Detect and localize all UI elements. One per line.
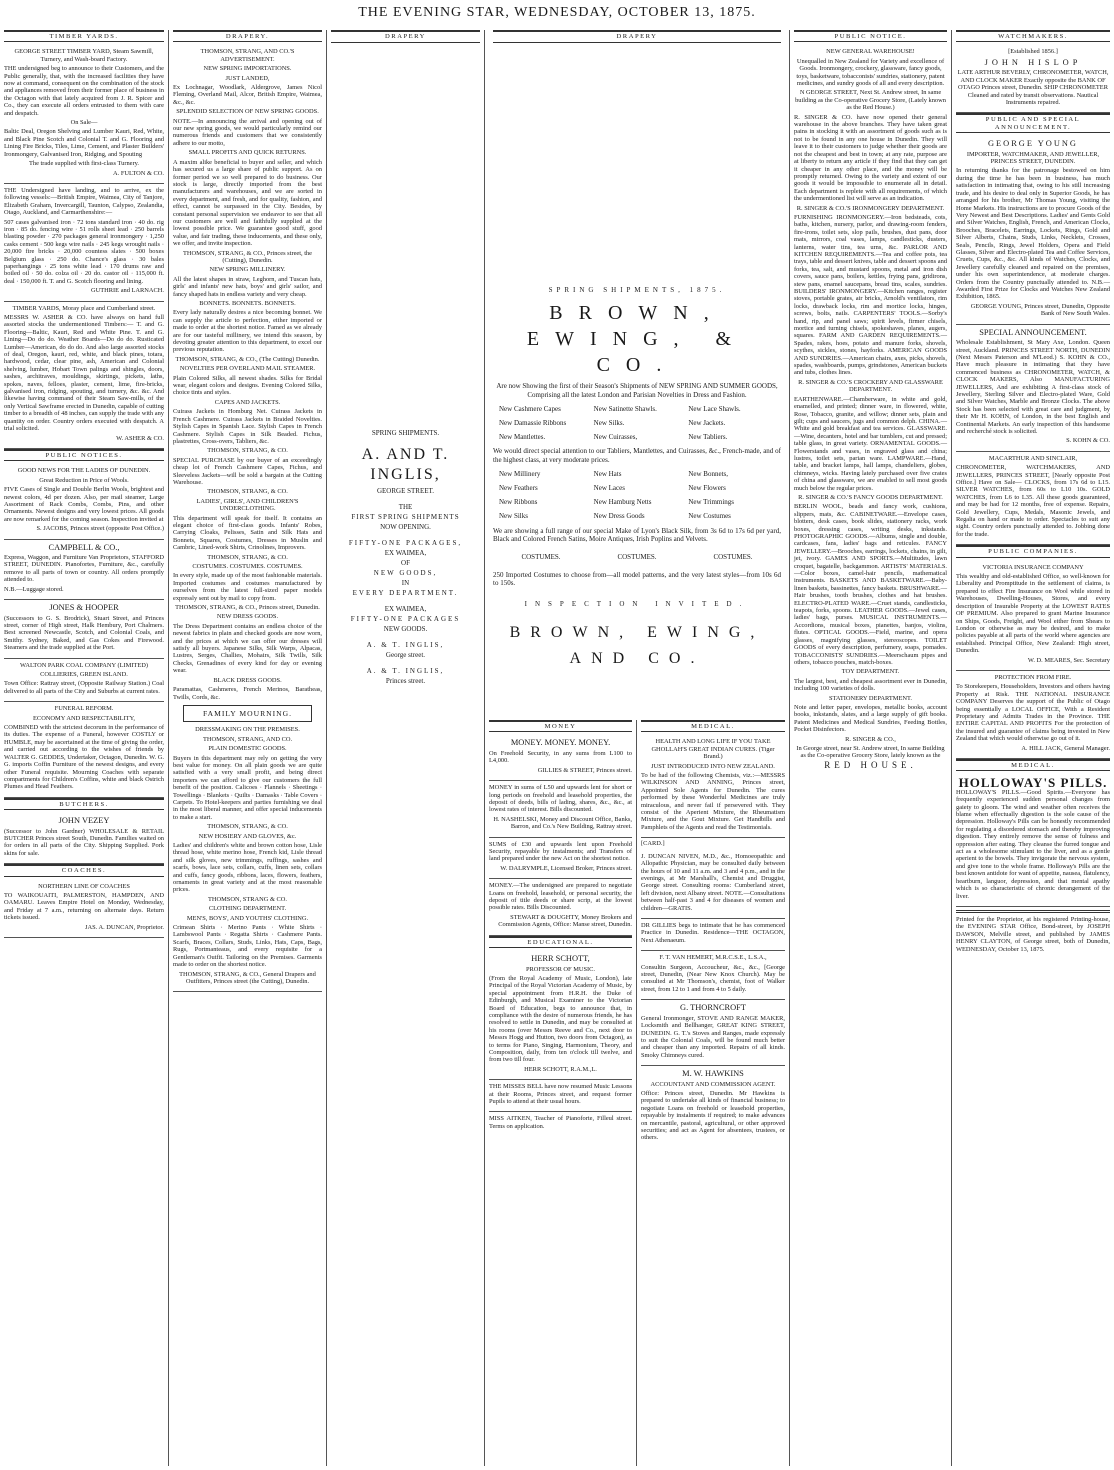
novelty-item: New Tabliers. <box>688 433 728 442</box>
advert-brand: BROWN, EWING, AND CO. <box>509 623 765 667</box>
section-body: Cuirass Jackets in Homburg Net. Cuirass Jackets in French Cashmere. Cuirass Jackets in Braided Novelties. Stylish Capes in Spanish Lace. Stylish Capes in French Cashmere. Stylish Capes in Silk Beaded. Fichus, plastrettes, Cross-overs, Tabliers, &c. <box>173 408 322 445</box>
section-body: This department will speak for itself. It contains an elegant choice of first-class goods. Infants' Robes, Carrying Cloaks, Pelisses, Satin and Silk Hats and Bonnets, Squares, Costumes, Dresses in Muslin and Cambric, Lined-work Shirts, Crinolines, Improvers. <box>173 514 322 552</box>
section-title: DRESSMAKING ON THE PREMISES. <box>195 726 300 734</box>
column-watchmakers <box>951 30 1114 1466</box>
column-heading: WATCHMAKERS. <box>956 30 1110 42</box>
advert-title: MONEY. MONEY. MONEY. <box>510 738 611 748</box>
costumes-label: COSTUMES. <box>521 553 561 562</box>
advert-gillies-street <box>489 735 632 781</box>
advert-signature: GILLIES & STREET, Princes street. <box>537 766 632 774</box>
advert-body: MESSRS W. ASHER & CO. have always on hand full assorted stocks the undermentioned Timbers:— T. and G. Flooring—Baltic, Kauri, Red and White Pine. T. and G. Lining—Do do do. Weather Boards—Do do do. Rusticated Lumber—American, do do do. And also large assorted stocks of deal, Oregon, kauri, red, white, and black pines, totara, hardwood, cedar, clear pine, ash, American and Colonial shelving, lumber, Hobart Town palings and shingles, doors, sashes, architraves, mouldings, skirtings, pickets, laths, spokes, naves, felloes, plaster, cement, lime, fire-bricks, galvanised iron, ridging, spouting, and turnery, &c. &c. And likewise having command of their Steam Saw-mills, of the only Vertical Sawframe erected in Dunedin, capable of cutting timber to a breadth of 48 inches, can supply the trade with any quantity on order. Country orders executed with despatch. A trial solicited. <box>4 314 164 433</box>
advert-campbell <box>4 540 164 601</box>
section-body: Every lady naturally desires a nice becoming bonnet. We can supply the article to perfection, either imported or made to order at the shortest notice. Famed as we already are for our tasteful millinery, we intend this season, by devoting greater attention to this department, to excel our previous reputation. <box>173 309 322 354</box>
advert-text: EX WAIMEA, <box>384 605 427 613</box>
section-title: STATIONERY DEPARTMENT. <box>828 694 912 702</box>
novelty-item: New Damassie Ribbons <box>499 419 567 428</box>
advert-title: G. THORNCROFT <box>680 1003 746 1013</box>
advert-body: Consultin Surgeon, Accoucheur, &c., &c., [George street, Dunedin, (Near New Knox Church). May be consulted at Mr Thomson's, chemist, foot of Walker street, from 12 to 1 and from 4 to 5 daily. <box>641 963 785 993</box>
advert-brown-ewing <box>484 30 789 720</box>
advert-jones-hooper <box>4 600 164 659</box>
advert-text: OF <box>401 559 410 567</box>
advert-northern-coaches <box>4 880 164 938</box>
millinery-grid <box>499 470 775 521</box>
advert-walton-park-coal <box>4 659 164 703</box>
advert-text: NOW OPENING. <box>380 523 431 531</box>
section-title: COSTUMES. COSTUMES. COSTUMES. <box>192 563 303 570</box>
advert-address: In George street, near St. Andrew street, In same Building as the Co-operative Grocery Store, lately known as the <box>796 744 945 760</box>
advert-guthrie-larnach <box>4 184 164 302</box>
novelty-item: New Cuirasses, <box>593 433 638 442</box>
advert-subtitle: COLLIERIES, GREEN ISLAND. <box>40 671 128 679</box>
advert-misses-bell <box>489 1080 632 1112</box>
section-title: JUST LANDED, <box>225 74 270 82</box>
advert-title: HEALTH AND LONG LIFE IF YOU TAKE GHOLLAH'S GREAT INDIAN CURES. (Tiger Brand.) <box>651 738 775 761</box>
advert-body: SUMS of £30 and upwards lent upon Freehold Security, repayable by instalments; and Transfers of land prepared under the new Act on the shortest notice. <box>489 840 632 863</box>
advert-intro: Are now Showing the first of their Season's Shipments of NEW SPRING AND SUMMER GOODS, Comprising all the latest London and Parisian Novelties in Dress and Fashion. <box>496 382 778 399</box>
advert-asher-timber <box>4 302 164 449</box>
advert-stewart-doughty <box>489 879 632 935</box>
section-body: Plain Colored Silks, all newest shades. Silks for Bridal wear, elegant colors and designs. Evening Colored Silks, choice tints and styles. <box>173 374 322 397</box>
advert-address: N GEORGE STREET, Next St. Andrew street, In same building as the Co-operative Grocery Store, (Lately known as the Red House.) <box>795 89 946 112</box>
novelty-item: New Cashmere Capes <box>499 404 561 413</box>
advert-items: Baltic Deal, Oregon Shelving and Lumber Kauri, Red, White, and Black Pine Scotch and Colonial T. and G. Flooring and Lining Fire Bricks, Tiles, Lime, Cement, and Plaster Builders' Ironmongery, Galvanised Iron, Ridging, and Spouting <box>4 128 164 158</box>
advert-subtitle: ACCOUNTANT AND COMMISSION AGENT. <box>650 1080 776 1088</box>
advert-body: On Freehold Security, in any sums from L100 to L4,000. <box>489 749 632 765</box>
millinery-item: New Dress Goods <box>593 512 645 521</box>
advert-body: This wealthy and old-established Office, so well-known for Liberality and Promptitude in the settlement of claims, is prepared to effect Fire Insurance on Wool while stored in Warehouses, Dwelling-Houses, Stores, and every description of Insurable Property at the LOWEST RATES OF PREMIUM. Also prepared to grant Marine Insurance on Ships, Goods, Freight, and Wool either from Shears to London or otherwise as may be desired, and to make policies payable at all parts of the world where agencies are established. Principal Office, New Zealand: High street, Dunedin. <box>956 573 1110 655</box>
advert-signature: H. NASHELSKI, Money and Discount Office, Banks, Barron, and Co.'s New Building, Rattray street. <box>493 815 632 831</box>
novelty-item: New Satinette Shawls. <box>593 404 657 413</box>
advert-text: IN <box>401 579 410 587</box>
section-signature: THOMSON, STRANG, & CO., Princes street, Dunedin. <box>175 604 320 612</box>
advert-title: JOHN VEZEY <box>58 816 110 826</box>
advert-body: Wholesale Establishment, St Mary Axe, London. Queen street, Auckland. PRINCES STREET NORTH, DUNEDIN (Next Messrs Paterson and M'Leod.) S. KOHN & CO., Have much pleasure in intimating that they have commenced business as CHRONOMETER, WATCH, & CLOCK MAKERS, Also MANUFACTURING JEWELLERS, And are exhibiting A first-class stock of Jewellery, Sterling Silver and Electro-plated Ware, Gold and Silver Watches, Marble and Bronze Clocks. The above Stock has been selected with great care and judgment, by their Mr H. KOHN, of London, in the best English and Continental Markets. An early inspection of this handsome and recherché stock is solicited. <box>956 339 1110 435</box>
masthead: THE EVENING STAR, WEDNESDAY, OCTOBER 13, 1875. <box>358 5 756 20</box>
millinery-item: New Laces <box>593 484 625 493</box>
section-signature: THOMSON, STRANG, & CO. <box>207 447 288 455</box>
section-body: The largest, best, and cheapest assortment ever in Dunedin, including 100 varieties of dolls. <box>794 677 947 693</box>
advert-body: (Successors to G. S. Brodrick), Stuart Street, and Princes street, corner of High street, Halk Hembury, Port Chalmers. Best screened Newcastle, Scotch, and Colonial Coals, and Smithy. Sydney, Baked, and Gas Cokes and Firewood. Steamers and the trade supplied at the Port. <box>4 614 164 652</box>
millinery-item: New Ribbons <box>499 498 538 507</box>
section-signature: THOMSON, STRANG, & CO., General Drapers and Outfitters, Princes street (the Cutting), Dunedin. <box>179 970 316 985</box>
advert-body: LATE ARTHUR BEVERLY, CHRONOMETER, WATCH, AND CLOCK MAKER Exactly opposite the BANK OF OTAGO Princes street, Dunedin. SHIP CHRONOMETER Cleaned and rated by transit observations. Nautical Instruments repaired. <box>957 69 1109 106</box>
advert-signature: GEORGE YOUNG, Princes street, Dunedin, Opposite Bank of New South Wales. <box>970 302 1110 318</box>
section-body: NOTE.—In announcing the arrival and opening out of our new spring goods, we would particularly remind our numerous friends and customers that we consistently adhere to our motto, <box>173 117 322 147</box>
advert-text: We are showing a full range of our special Make of Lyon's Black Silk, from 3s 6d to 17s 6d per yard, Black and Colored French Satins, Moire Antiques, Irish Poplins and Velvets. <box>493 526 781 543</box>
costumes-label: COSTUMES. <box>713 553 753 562</box>
advert-body: J. DUNCAN NIVEN, M.D., &c., Homoeopathic and Allopathic Physician, may be consulted daily between the hours of 10 and 11 a.m. and 3 and 4 p.m., and in the evenings, at Mr Marshall's, Chemist and Druggist, George street. Consulting rooms: Cumberland street, left division, next Albany street. NOTE.—Consultations between half-past 3 and 4 for diseases of women and children—GRATIS. <box>641 852 785 912</box>
advert-text: EX WAIMEA, <box>384 549 427 557</box>
column-drapery-inglis <box>326 30 484 1466</box>
novelty-item: New Lace Shawls. <box>688 404 741 413</box>
advert-victoria-insurance <box>956 561 1110 671</box>
advert-thomson-strang <box>173 45 322 992</box>
advert-body: Town Office: Rattray street, (Opposite Railway Station.) Coal delivered to all parts of the City and Suburbs at current rates. <box>4 680 164 695</box>
advert-body: DR GILLIES begs to intimate that he has commenced Practice in Dunedin. Residence—THE OCTAGON, Next Athenaeum. <box>641 921 785 944</box>
advert-body: COMBINED with the strictest decorum in the performance of its duties. The expense of a Funeral, however COSTLY or HUMBLE, may be ascertained at the time of giving the order, and carried out according to the wishes of friends by WALTER G. GEDDES, Undertaker, Octagon, Dunedin. W. G. G. imports Coffin Furniture of the newest designs, and every other Funeral requisite. Mourning Coaches with separate compartments for Children's Coffins, white and black Ostrich Plumes and Head Feathers. <box>4 724 164 791</box>
advert-body: Office: Princes street, Dunedin. Mr Hawkins is prepared to undertake all kinds of financial business; to negotiate Loans on freehold or leasehold properties, repayable by instalments if required; to make advances on mercantile, pastoral, agricultural, or other approved securities; and act as Agent for absentees, trustees, or others. <box>641 1090 785 1142</box>
section-title: LADIES', GIRLS', AND CHILDREN'S UNDERCLOTHING. <box>196 497 299 513</box>
millinery-item: New Bonnets, <box>688 469 728 478</box>
novelty-item: New Silks. <box>593 419 625 428</box>
section-title: BLACK DRESS GOODS. <box>213 676 282 684</box>
advert-text: FIRST SPRING SHIPMENTS <box>351 513 460 521</box>
section-title: PLAIN DOMESTIC GOODS. <box>208 745 287 753</box>
advert-signature: W. D. MEARES, Sec. Secretary <box>1027 656 1110 664</box>
advert-title: SPRING SHIPMENTS. <box>371 429 440 437</box>
section-body: SPECIAL PURCHASE by our buyer of an exceedingly cheap lot of French Cashmere Capes, Fichus, and Sleeveless Jackets—will be sold a bargain at the Cutting Warehouse. <box>173 456 322 486</box>
advert-macarthur-sinclair <box>956 452 1110 545</box>
millinery-item: New Feathers <box>499 484 538 493</box>
column-heading: DRAPERY <box>493 30 781 43</box>
advert-signature: A. HILL JACK, General Manager. <box>1021 744 1110 752</box>
advert-singer-warehouse <box>794 45 947 775</box>
column-heading: MONEY <box>489 720 632 732</box>
advert-title: JOHN HISLOP <box>984 57 1082 67</box>
section-signature: THOMSON, STRANG, & CO., (The Cutting) Dunedin. <box>175 355 320 363</box>
advert-text: The trade supplied with first-class Turnery. <box>29 160 139 168</box>
advert-title: JONES & HOOPER <box>49 603 119 613</box>
divider <box>956 910 1110 913</box>
advert-title: HOLLOWAY'S PILLS. <box>958 775 1108 791</box>
advert-title: THOMSON, STRANG, AND CO.'S ADVERTISEMENT. <box>200 48 295 63</box>
advert-text: NEW GOODS, <box>373 569 438 577</box>
advert-body: CHRONOMETER, WATCHMAKERS, AND JEWELLERS, PRINCES STREET, [Nearly opposite Post Office.] Have on Sale— CLOCKS, from 17s 6d to L15. SILVER WATCHES, from 60s to L10 10s. GOLD WATCHES, from L6 to L35. All these goods guaranteed, and may be had for 12 months, free of expense. Repairs, Gold Jewellery, Cups, Medals, Masonic Jewels, and Regalia on hand or made to order. Spectacles to suit any sight. Country orders punctually attended to. Jobbing done for the trade. <box>956 464 1110 538</box>
advert-title: GEORGE STREET TIMBER YARD, Steam Sawmill, Turnery, and Wash-board Factory. <box>14 48 154 63</box>
advert-signature: STEWART & DOUGHTY, Money Brokers and Commission Agents, Office: Manse street, Dunedin. <box>498 913 632 929</box>
section-signature: THOMSON, STRANG & CO. <box>207 895 287 903</box>
advert-title: GOOD NEWS FOR THE LADIES OF DUNEDIN. <box>17 467 151 475</box>
advert-body: To Storekeepers, Householders, Investors and others having Property at Risk. THE NATIONAL INSURANCE COMPANY Deserves the support of the Public of Otago being essentially a LOCAL OFFICE, With a Resident Proprietary and Admits Trades in the Province. THE ENTIRE CAPITAL AND PROFITS For the protection of the insured and guarantee of claims being invested in New Zealand that which would otherwise go out of it. <box>956 683 1110 743</box>
advert-text: FIFTY-ONE PACKAGES <box>350 615 461 623</box>
column-heading: TIMBER YARDS. <box>4 30 164 42</box>
red-house-label: RED HOUSE. <box>824 759 917 770</box>
advert-john-hislop <box>956 45 1110 113</box>
section-title: CLOTHING DEPARTMENT. <box>208 905 287 913</box>
advert-body: FIVE Cases of Single and Double Berlin Wools, brightest and newest colors, 4d per dozen. Also, per mail steamer, Large Assortment of Rack Combs, Combs, Pins, and other Ornaments. Newest designs and very lowest prices. All goods are now remarked for the coming season. Inspection invited at <box>4 486 164 523</box>
advert-title: TIMBER YARDS, Moray place and Cumberland street. <box>12 304 156 312</box>
column-heading: BUTCHERS. <box>4 798 164 810</box>
advert-body: General Ironmonger, STOVE AND RANGE MAKER, Locksmith and Bellhanger, GREAT KING STREET, DUNEDIN. G. T.'s Stoves and Ranges, made expressly to suit the Colonial Coals, will be found much better and cheaper than any imported. Repairs of all kinds. Smoky Chimneys cured. <box>641 1014 785 1059</box>
advert-signature: GUTHRIE and LARNACH. <box>91 287 164 295</box>
column-money <box>484 720 636 1466</box>
advert-text: THE <box>398 503 413 511</box>
section-title: BONNETS. BONNETS. BONNETS. <box>199 300 296 307</box>
section-title: NEW SPRING IMPORTATIONS. <box>203 65 292 73</box>
advert-text: EVERY DEPARTMENT. <box>352 589 459 597</box>
advert-body: (Successor to John Gardner) WHOLESALE & RETAIL BUTCHER Princes street South, Dunedin. Families waited on for orders in all parts of the City. Shipping Supplied. Pork skins for sale. <box>4 827 164 857</box>
advert-signature: A. FULTON & CO. <box>113 169 164 177</box>
advert-title: SPECIAL ANNOUNCEMENT. <box>979 327 1087 337</box>
section-title: SPLENDID SELECTION OF NEW SPRING GOODS. <box>176 108 319 116</box>
advert-title: F. T. VAN HEMERT, M.R.C.S.E., L.S.A., <box>659 954 767 962</box>
section-signature: R. SINGER & CO., <box>845 735 896 743</box>
column-heading: DRAPERY. <box>173 30 322 42</box>
millinery-item: New Costumes <box>688 512 731 521</box>
advert-body: Express, Waggon, and Furniture Van Proprietors, STAFFORD STREET, DUNEDIN. Pianofortes, Furniture, &c., carefully remove to all parts of town or country. All orders promptly attended to. <box>4 554 164 584</box>
advert-herr-schott <box>489 951 632 1080</box>
advert-holloways-pills <box>956 774 1110 907</box>
advert-body: MONEY.—The undersigned are prepared to negotiate Loans on freehold, leasehold, or personal security, the deposit of title deeds or share scrip, at the lowest possible rates. Bills Discounted. <box>489 882 632 912</box>
advert-hawkins <box>641 1066 785 1148</box>
millinery-item: New Hamburg Netts <box>593 498 652 507</box>
advert-text: 250 Imported Costumes to choose from—all model patterns, and the very latest styles—from 10s 6d to 150s. <box>493 571 781 588</box>
advert-john-vezey <box>4 813 164 864</box>
advert-van-hemert <box>641 951 785 1000</box>
column-heading: COACHES. <box>4 864 164 876</box>
advert-duncan-niven <box>641 850 785 919</box>
millinery-item: New Silks <box>499 512 528 521</box>
advert-body: To be had of the following Chemists, viz.:—MESSRS WILKINSON AND ANNING, Princes street, Appointed Sole Agents for Dunedin. The cures performed by these Wonderful Medicines are truly miraculous, and never fail if persevered with. They consist of the Aperient Mixture, the Rheumatism Mixture, and the Gout Mixture. Get Handbills and Pamphlets of the Agents and read the Testimonials. <box>641 772 785 831</box>
advert-inglis <box>331 426 480 691</box>
section-title: CAPES AND JACKETS. <box>214 398 281 406</box>
advert-body: THE MISSES BELL have now resumed Music Lessons at their Rooms, Princes street, and request former Pupils to attend at their usual hours. <box>489 1083 633 1106</box>
advert-title: NORTHERN LINE OF COACHES <box>38 882 130 890</box>
section-signature: THOMSON, STRANG, & CO. <box>207 553 288 561</box>
advert-title: PROTECTION FROM FIRE. <box>994 673 1072 681</box>
advert-body: THE undersigned beg to announce to their Customers, and the Public generally, that, with the increased facilities they have now at command, consequent on the combination of the stock and appliances removed from their former place of business in the Octagon with that lately acquired from J. R. Spicer and Co., they can execute all orders entrusted to them with care and despatch. <box>4 65 164 117</box>
novelties-grid <box>499 405 775 442</box>
section-signature: THOMSON, STRANG, & CO., Princes street, the (Cutting), Dunedin. <box>182 249 313 264</box>
section-title: R. SINGER & CO.'S CROCKERY AND GLASSWARE DEPARTMENT. <box>798 378 943 394</box>
advert-dr-gillies <box>641 919 785 951</box>
novelty-item: New Jackets. <box>688 419 726 428</box>
section-body: Ladies' and children's white and brown cotton hose, Lisle thread hose, white merino hose, French kid, Lisle thread and silk gloves, new trimmings, ruffings, sashes and scarfs, bows, lace sets, collars, cuffs, linen sets, collars and cuffs, fancy goods, ribbons, laces, flowers, feathers, ornaments in great variety and at the most reasonable prices. <box>173 842 322 894</box>
advert-signature: S. JACOBS, Princes street (opposite Post Office.) <box>36 525 164 533</box>
section-title: NOVELTIES PER OVERLAND MAIL STEAMER. <box>179 365 316 373</box>
advert-ghollah <box>641 735 785 838</box>
column-drapery-thomson <box>168 30 326 1466</box>
advert-brand: BROWN, EWING, & CO. <box>526 302 748 377</box>
advert-funeral-reform <box>4 702 164 797</box>
column-heading: PUBLIC AND SPECIAL ANNOUNCEMENT. <box>956 113 1110 133</box>
advert-nashelski <box>489 781 632 837</box>
advert-title: FUNERAL REFORM. <box>54 705 114 713</box>
advert-title: NEW GENERAL WAREHOUSE! <box>826 48 915 56</box>
advert-title: MACARTHUR AND SINCLAIR, <box>988 454 1078 462</box>
advert-text: We would direct special attention to our Tabliers, Mantlettes, and Cuirasses, &c., French-made, and of the highest class, at very moderate prices. <box>493 447 781 464</box>
section-body: BERLIN WOOL, beads and fancy work, cushions, slippers, mats, &c. CABINETWARE.—Envelope cases, blotters, desk cases, book slides, stationery racks, work boxes, dressing cases, writing desks, inkstands. PHOTOGRAPHIC GOODS.—Albums, single and double, cardcases, fans, ladies' bags and reticules. FANCY JEWELLERY.—Brooches, earrings, lockets, chains, in gilt, jet, ivory. GAMES AND SPORTS.—Multitudes, lawn croquet, bagatelle, backgammon. ARTISTS' MATERIALS.—Color boxes, camel-hair pencils, mathematical instruments. BASKETS AND BASKETWARE.—Baby-linen baskets, bassinettes, fancy baskets. BRUSHWARE.—Hair brushes, tooth brushes, clothes and hat brushes. ELECTRO-PLATED WARE.—Cruet stands, candlesticks, teapots, forks, spoons. LEATHER GOODS.—Jewel cases, ladies' bags, purses. MUSICAL INSTRUMENTS.—Accordions, musical boxes, pianettes, banjos, violins, flutes. OPTICAL GOODS.—Field, marine, and opera glasses, magnifying glasses, stereoscopes. TOILET GOODS of every description, perfumery, soaps, pomades. TOBACCONISTS' SUNDRIES.—Meerschaum pipes and others, tobacco pouches, match-boxes. <box>794 503 947 666</box>
section-signature: THOMSON, STRANG, & CO. <box>207 823 288 831</box>
section-signature: THOMSON, STRANG, AND CO. <box>202 735 293 743</box>
advert-body: MISS AITKEN, Teacher of Pianoforte, Filleul street. Terms on application. <box>489 1115 632 1130</box>
advert-dalrymple <box>489 838 632 880</box>
advert-national-insurance <box>956 671 1110 759</box>
column-heading: PUBLIC NOTICES. <box>4 449 164 461</box>
blank-space <box>493 46 781 286</box>
advert-george-street-timber-yard <box>4 45 164 184</box>
section-body: All the latest shapes in straw, Leghorn, and Tuscan hats, girls' and infants' new hats, boys' and girls' sailor, and fancy shaped hats in endless variety and very cheap. <box>173 275 322 298</box>
millinery-item: New Flowers <box>688 484 726 493</box>
advert-body: TO WAIKOUAITI, PALMERSTON, HAMPDEN, AND OAMARU. Leaves Empire Hotel on Monday, Wednesday, and Friday at 7 a.m., returning on alternate days. Return tickets issued. <box>4 892 164 922</box>
advert-brand: A. AND T. INGLIS, <box>361 446 450 483</box>
advert-subtitle: ECONOMY AND RESPECTABILITY, <box>33 714 135 722</box>
advert-title: M. W. HAWKINS <box>682 1069 744 1079</box>
costumes-label: COSTUMES. <box>617 553 657 562</box>
section-title: NEW DRESS GOODS. <box>216 613 279 621</box>
advert-title: WALTON PARK COAL COMPANY (LIMITED) <box>20 661 148 669</box>
section-title: TOY DEPARTMENT. <box>841 668 900 676</box>
column-heading: PUBLIC COMPANIES. <box>956 545 1110 557</box>
advert-text: On Sale— <box>70 119 98 127</box>
section-title: NEW SPRING MILLINERY. <box>209 266 286 274</box>
section-title: SMALL PROFITS AND QUICK RETURNS. <box>188 149 307 157</box>
advert-subtitle: Great Reduction in Price of Wools. <box>39 476 129 484</box>
column-heading: MEDICAL. <box>641 720 785 732</box>
section-title: MEN'S, BOYS', AND YOUTHS' CLOTHING. <box>186 914 309 922</box>
advert-signature: HERR SCHOTT, R.A.M.,L. <box>524 1065 597 1073</box>
advert-signature: JAS. A. DUNCAN, Proprietor. <box>85 923 164 931</box>
millinery-item: New Hats <box>593 469 622 478</box>
advert-signature: W. ASHER & CO. <box>116 434 164 442</box>
advert-body: (From the Royal Academy of Music, London), late Principal of the Royal Victorian Academy of Music, by special appointment from H.R.H. the Duke of Edinburgh, and Musical Examiner to the Victorian Board of Education, begs to announce that, in compliance with the desire of numerous friends, he has resolved to settle in Dunedin, and may be consulted at his rooms (over Messrs Reeve and Co., next door to Messrs Hogg and Hutton, two doors from Octagon), as to terms for Piano, Singing, Harmonium, Theory, and Composition, daily, from ten o'clock till twelve, and from two till four. <box>489 974 632 1064</box>
section-body: EARTHENWARE.—Chamberware, in white and gold, enamelled, and printed; dinner ware, in flowered, white, Rose, Tobacco, granite, and willow; dinner sets, plain and gilt; cups and saucers, jugs and common delph. CHINA.—White and gold breakfast and tea services. GLASSWARE.—Wine, decanters, hotel and bar tumblers, cut and pressed; table glass, in great variety. ORNAMENTAL GOODS.—Flowerstands and vases, in engraved glass and china; lustres, toilet sets, parian ware. LAMPWARE.—Hand, table, and bracket lamps, hall lamps, chandeliers, globes, chimneys, wicks. Having lately purchased over five crates of china and glassware, we are enabled to sell most goods much below the regular prices. <box>794 395 947 492</box>
advert-note: N.B.—Luggage stored. <box>4 585 64 593</box>
advert-body: HOLLOWAY'S PILLS.—Good Spirits.—Everyone has frequently experienced sudden personal changes from gaiety to gloom. The wind and weather often receives the blame when effectually digestion is the sole cause of the depression. Holloway's Pills can be honestly recommended for regulating a disordered stomach and thereby improving digestion. They entirely remove the sense of fulness and oppression after eating. They cleanse the furred tongue and act as a wholesome stimulant to the liver, and as a gentle aperient to the bowels. They invigorate the nervous system, and give tone to the whole frame. Holloway's Pills are the best known antidote for want of appetite, nausea, flatulency, heartburn, languor, depression, and that mental apathy which is so characteristic of chronic derangement of the liver. <box>956 788 1110 900</box>
blank-space <box>331 46 480 426</box>
advert-text: FIFTY-ONE PACKAGES, <box>348 539 463 547</box>
advert-title: HERR SCHOTT, <box>531 954 590 964</box>
section-body: A maxim alike beneficial to buyer and seller, and which has secured us a large share of public support. As on former period we so well prepared to do business. Our stock is large, directly imported from the best manufacturers and warehouses, and we are sorted in every department, and fresh, and for quality, fashion, and effect, cannot be surpassed in the City. Besides, by constant personal supervision we endeavor to see that all our customers are well and faithfully supplied at the lowest possible price. We guarantee good stuff, good value, and fair trading, these inducements, and these only, we offer, and invite inspection. <box>173 158 322 248</box>
card-label: [CARD.] <box>641 840 665 848</box>
section-body: Note and letter paper, envelopes, metallic books, account books, inkstands, slates, and a large supply of gift books. Patent Medicines and Medical Sundries, Feeding Bottles, Pocket Disinfectors. <box>794 703 947 734</box>
family-mourning-box: FAMILY MOURNING. <box>183 705 312 722</box>
novelty-item: New Mantlettes. <box>499 433 546 442</box>
advert-inspection: INSPECTION INVITED. <box>524 599 750 608</box>
section-title: R. SINGER & CO.'S IRONMONGERY DEPARTMENT. <box>796 204 945 212</box>
advert-body: In returning thanks for the patronage bestowed on him during the time he has been in business, has much satisfaction in intimating that, owing to his still increasing trade, and his desire to deal only in Superior Goods, he has arranged for his brother, Mr Thomas Young, visiting the Home Markets. His instructions are to procure Goods of the Very Newest and Best Descriptions. Ladies' and Gents Gold and Silver Watches, English, French, and American Clocks, Brooches, Bracelets, Earrings, Lockets, Rings, Gold and Silver Alberts, Chains, Studs, Links, Necklets, Crosses, Seals, Pencils, Rings, Jewel Holders, Opera and Field Glasses, Silver and Electro-plated Tea and Coffee Services, Cruets, Cups, &c., &c. All kinds of Watches, Clocks, and Jewellery carefully cleaned and repaired on the premises, under his own superintendence, at moderate charges. Orders from the Country punctually attended to. N.B.—Awarded First Prize for Clocks and Watches New Zealand Exhibition, 1865. <box>956 167 1110 301</box>
section-body: Paramattas, Cashmeres, French Merinos, Baratheas, Twills, Cords, &c. <box>173 686 322 701</box>
section-signature: THOMSON, STRANG, & CO. <box>207 488 288 496</box>
advert-signature: Princes street. <box>385 677 426 685</box>
section-title: NEW HOSIERY AND GLOVES, &c. <box>198 832 297 840</box>
millinery-item: New Millinery <box>499 469 541 478</box>
column-medical <box>636 720 789 1466</box>
advert-signature: A. & T. INGLIS, <box>366 641 445 649</box>
column-heading: MEDICAL. <box>956 759 1110 771</box>
costumes-row <box>493 553 781 561</box>
section-body: The Dress Department contains an endless choice of the newest fabrics in plain and checked goods are now worn, and the prices at which we can offer our dresses will satisfy all buyers. Japanese Silks, Silk Warps, Alpacas, Lustres, Serges, Challies, Mohairs, Silk Twills, Silk Checks, Grenadines of every kind for day or evening wear. <box>173 622 322 675</box>
section-title: R. SINGER & CO.'S FANCY GOODS DEPARTMENT. <box>798 493 943 501</box>
advert-signature: W. DALRYMPLE, Licensed Broker, Princes street. <box>500 864 632 872</box>
section-body: Crimean Shirts · Merino Pants · White Shirts · Lambswool Pants · Regatta Shirts · Cashmere Pants. Scarfs, Braces, Collars, Studs, Links, Hats, Caps, Bags, Rugs, Portmanteaus, and every requisite for a Gentleman's Outfit. Tailoring on the Premises. Garments made to order on the shortest notice. <box>173 924 322 969</box>
printer-imprint: Printed for the Proprietor, at his registered Printing-house, the EVENING STAR Office, Bond-street, by JOSEPH DAWSON, Melville street, and published by JAMES HENRY CLAYTON, of George street, both of Dunedin, WEDNESDAY, October 13, 1875. <box>956 915 1110 953</box>
advert-s-kohn <box>956 325 1110 452</box>
advert-subtitle: IMPORTER, WATCHMAKER, AND JEWELLER, PRINCES STREET, DUNEDIN. <box>966 150 1100 166</box>
advert-title: GEORGE YOUNG <box>988 139 1078 149</box>
advert-list: 507 cases galvanised iron · 72 tons standard iron · 40 do. rig iron · 85 do. fencing wire · 51 rolls sheet lead · 250 barrels blasting powder · 270 packages general ironmongery · 1,250 casks cement · 500 kegs wire nails · 245 kegs wrought nails · 20,000 fire bricks · 20,000 countess slates · 500 boxes Belgium glass · 250 do. Chance's glass · 30 bales paperhangings · 25 tons white lead · 170 drums raw and boiled oil · 50 do. colza oil · 20 do. castor oil · 115,000 ft. deal · 150,000 ft. T. and G. Scotch flooring and lining. <box>4 218 164 285</box>
column-timber-yards <box>0 30 168 1466</box>
advert-subtitle: JUST INTRODUCED INTO NEW ZEALAND. <box>651 762 775 770</box>
advert-body: Unequalled in New Zealand for Variety and excellence of Goods. Ironmongery, crockery, glassware, fancy goods, toys, basketware, tobacconists' sundries, stationery, patent medicines, and sundry goods of all and every description. <box>796 57 945 88</box>
advert-title: SPRING SHIPMENTS, 1875. <box>548 286 726 295</box>
column-heading: DRAPERY <box>331 30 480 43</box>
section-body: Buyers in this department may rely on getting the very best value for money. On all plain goods we are quite satisfied with a very small profit, and being direct importers we can afford to give our customers the full benefit of the position. Calicoes · Flannels · Sheetings · Towellings · Blankets · Quilts · Damasks · Table Covers · Carpets. To Hotel-keepers and parties furnishing we deal in the most liberal manner, and offer special inducements to make a start. <box>173 754 322 821</box>
advert-text: NEW GOODS. <box>383 625 428 633</box>
section-body: In every style, made up of the most fashionable materials. Imported costumes and costumes manufactured by ourselves from the latest full-sized paper models expressly sent out by mail to copy from. <box>173 572 322 602</box>
advert-established: [Established 1856.] <box>1008 48 1058 56</box>
column-heading: EDUCATIONAL. <box>489 936 632 948</box>
advert-george-young <box>956 136 1110 324</box>
advert-miss-aitken <box>489 1112 632 1136</box>
column-heading: PUBLIC NOTICE. <box>794 30 947 42</box>
advert-thorncroft <box>641 1000 785 1066</box>
advert-subtitle: PROFESSOR OF MUSIC. <box>525 965 596 973</box>
section-body: FURNISHING IRONMONGERY.—Iron bedsteads, cots, baths, kitchen, nursery, parlor, and drawing-room fenders, fire-irons, toilet sets, slop pails, brushes, dust pans, door mats, mirrors, coal vases, lamps, candlesticks, dusters, lanterns, water tins, tea urns, &c. PARLOR AND KITCHEN REQUIREMENTS.—Tea and coffee pots, tea trays, table and dessert knives, table and dessert spoons and forks, tea, salt, and mustard spoons, metal and iron dish covers, sauce pans, boilers, kettles, frying pans, gridirons, stew pans, enamel saucepans, bread tins, scales, sundries. BUILDERS' IRONMONGERY.—Kitchen ranges, register stoves, portable grates, air bricks, Arnold's ventilators, rim locks, drawback locks, rim and mortice locks, hinges, screws, bolts, nails. CARPENTERS' TOOLS.—Sorby's hand, rip, and panel saws; spirit levels, firmer chisels, mortice and turning chisels, spokeshaves, planes, augers, squares. FARM AND GARDEN REQUIREMENTS.—Spades, rakes, hoes, potato and manure forks, shovels, scythes, sickles, stones, hayforks. AMERICAN GOODS AND SUNDRIES.—American chairs, axes, picks, shovels, spades, washboards, pumps, grindstones, American buckets and tubs, clothes lines. <box>794 213 947 377</box>
advert-street: GEORGE STREET. <box>376 487 435 495</box>
advert-title: CAMPBELL & CO., <box>48 542 120 552</box>
advert-signature: S. KOHN & CO. <box>1066 437 1110 445</box>
advert-signature: George street. <box>385 651 426 659</box>
advert-body: R. SINGER & CO. have now opened their general warehouse in the above branches. They have taken great pains in stocking it with an assortment of goods such as is not to be found in any one house in Dunedin. They will leave it to their customers to judge whether their goods are not the cheapest and best in town; at any rate, purpose are at liberty to return any article if they find that they can get it cheaper in any other place, and the money will be promptly returned. Owing to the variety and extent of our goods it would be impossible to enumerate all in detail. Each department is replete with all requirements, of which the undermentioned list will serve as an indication. <box>794 113 947 203</box>
advert-jacobs-wools <box>4 464 164 539</box>
millinery-item: New Trimmings <box>688 498 735 507</box>
section-body: Ex Lochnagar, Woodlark, Aldergrove, James Nicol Fleming, Overland Mail, Alcor, British Empire, Waimea, &c., &c. <box>173 84 322 106</box>
column-public-notice <box>789 30 951 1466</box>
advert-body: MONEY in sums of L50 and upwards lent for short or long periods on freehold and leasehold properties, the deposit of deeds, bills of lading, shares, &c., &c., at lowest rates of interest. Bills discounted. <box>489 784 632 814</box>
advert-signature: A. & T. INGLIS, <box>366 667 445 675</box>
advert-body: THE Undersigned have landing, and to arrive, ex the following vessels:—British Empire, Waimea, City of Tanjore, Elizabeth Graham, Invercargill, Taunton, Calypso, Zealandia, Otago, Auckland, and Carmarthenshire:— <box>4 186 164 217</box>
advert-title: VICTORIA INSURANCE COMPANY <box>982 563 1084 571</box>
